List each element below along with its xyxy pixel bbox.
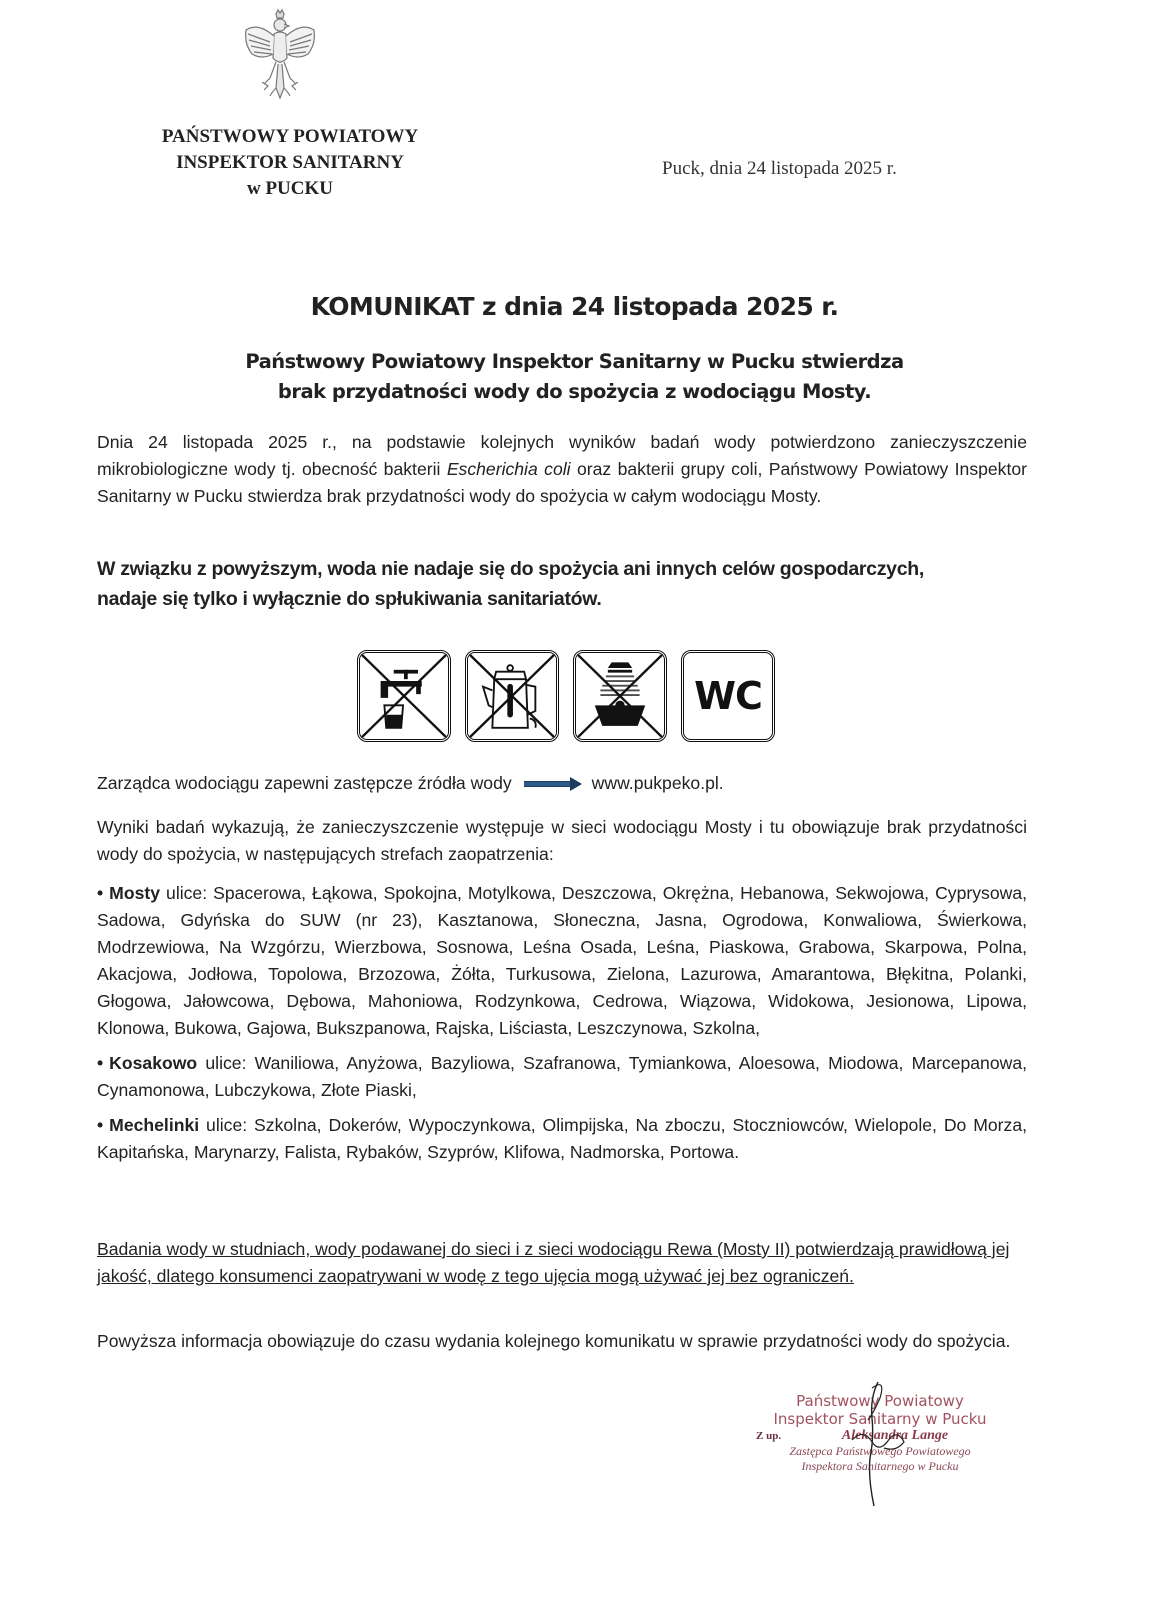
zone-name: Kosakowo — [109, 1053, 198, 1073]
zone-name: Mosty — [109, 883, 161, 903]
authority-line: INSPEKTOR SANITARNY — [176, 152, 404, 173]
authority-line: PAŃSTWOWY POWIATOWY — [161, 126, 419, 147]
affected-zones-list — [97, 872, 1027, 1166]
authority-line: w PUCKU — [246, 178, 334, 199]
validity-paragraph: Powyższa informacja obowiązuje do czasu wydania kolejnego komunikatu w sprawie przydatności wody do spożycia. — [97, 1331, 1011, 1351]
signatory-role: Inspektora Sanitarnego w Pucku — [801, 1459, 959, 1473]
document-title: KOMUNIKAT z dnia 24 listopada 2025 r. — [310, 292, 839, 321]
warning-line: nadaje się tylko i wyłącznie do spłukiwania sanitariatów. — [97, 588, 602, 610]
zone-streets: ulice: Spacerowa, Łąkowa, Spokojna, Motylkowa, Deszczowa, Okrężna, Hebanowa, Sekwojowa, Cyprysowa, Sadowa, Gdyńska do SUW (nr 23), Kasztanowa, Słoneczna, Jasna, Ogrodowa, Konwaliowa, Świerkowa, Modrzewiowa, Na Wzgórzu, Wierzbowa, Sosnowa, Leśna Osada, Leśna, Piaskowa, Grabowa, Skarpowa, Polna, Akacjowa, Jodłowa, Topolowa, Brzozowa, Żółta, Turkusowa, Zielona, Lazurowa, Amarantowa, Błękitna, Polanki, Głogowa, Jałowcowa, Dębowa, Mahoniowa, Rodzynkowa, Cedrowa, Wiązowa, Widokowa, Jesionowa, Lipowa, Klonowa, Bukowa, Gajowa, Bukszpanowa, Rajska, Liściasta, Leszczynowa, Szkolna, — [97, 883, 1027, 1038]
replacement-water-notice — [97, 770, 1027, 797]
wc-allowed-icon — [681, 650, 775, 742]
stamp-line: Inspektor Sanitarny w Pucku — [773, 1410, 987, 1428]
results-paragraph: Wyniki badań wykazują, że zanieczyszczenie występuje w sieci wodociągu Mosty i tu obowiązuje brak przydatności wody do spożycia, w następujących strefach zaopatrzenia: — [97, 817, 1027, 864]
warning-line: W związku z powyższym, woda nie nadaje się do spożycia ani innych celów gospodarczych, — [97, 558, 924, 580]
bullet-icon: • — [97, 1053, 104, 1073]
bullet-icon: • — [97, 1115, 104, 1135]
no-cooking-kettle-icon — [465, 650, 559, 742]
arrow-right-icon — [524, 778, 582, 790]
handwritten-signature-icon — [800, 1378, 920, 1508]
place-date: Puck, dnia 24 listopada 2025 r. — [662, 158, 897, 179]
rewa-quality-note: Badania wody w studniach, wody podawanej do sieci i z sieci wodociągu Rewa (Mosty II) potwierdzają prawidłową jej jakość, dlatego konsumenci zaopatrywani w wodę z tego ujęcia mogą używać jej bez ograniczeń. — [97, 1239, 1010, 1286]
pictogram-row — [357, 650, 775, 742]
zone-item-mechelinki — [97, 1112, 1027, 1166]
zone-item-kosakowo — [97, 1050, 1027, 1104]
intro-text: Dnia 24 listopada 2025 r., na podstawie kolejnych wyników badań wody potwierdzono zanieczyszczenie mikrobiologiczne wody tj. obecność bakterii — [97, 432, 1027, 479]
no-drinking-tap-icon — [357, 650, 451, 742]
zone-streets: ulice: Szkolna, Dokerów, Wypoczynkowa, Olimpijska, Na zboczu, Stoczniowców, Wielopole, Do Morza, Kapitańska, Marynarzy, Falista, Rybaków, Szyprów, Klifowa, Nadmorska, Portowa. — [97, 1115, 1027, 1162]
bacteria-name: Escherichia coli — [446, 459, 571, 479]
issuing-authority — [110, 124, 470, 202]
polish-eagle-emblem-icon — [240, 8, 320, 103]
intro-text: oraz bakterii grupy coli, Państwowy Powiatowy Inspektor Sanitarny w Pucku stwierdza brak przydatności wody do spożycia w całym wodociągu Mosty. — [97, 459, 1028, 506]
supplier-website-link[interactable]: www.pukpeko.pl. — [591, 773, 724, 793]
no-washing-shower-icon — [573, 650, 667, 742]
intro-paragraph — [97, 429, 1027, 510]
zone-name: Mechelinki — [109, 1115, 200, 1135]
wc-label: WC — [694, 674, 762, 718]
stamp-line: Państwowy Powiatowy — [796, 1392, 964, 1410]
bullet-icon: • — [97, 883, 104, 903]
usage-warning — [97, 554, 1027, 614]
zone-item-mosty — [97, 880, 1027, 1042]
supplier-text: Zarządca wodociągu zapewni zastępcze źródła wody — [97, 773, 512, 793]
signatory-name: Aleksandra Lange — [841, 1428, 949, 1443]
stamp-zup: Z up. — [756, 1430, 782, 1442]
signatory-role: Zastępca Państwowego Powiatowego — [789, 1444, 971, 1458]
subtitle-line: brak przydatności wody do spożycia z wodociągu Mosty. — [277, 380, 872, 403]
zone-streets: ulice: Waniliowa, Anyżowa, Bazyliowa, Szafranowa, Tymiankowa, Aloesowa, Miodowa, Marcepanowa, Cynamonowa, Lubczykowa, Złote Piaski, — [97, 1053, 1027, 1100]
subtitle-line: Państwowy Powiatowy Inspektor Sanitarny w Pucku stwierdza — [245, 350, 904, 373]
document-subtitle — [0, 347, 1149, 407]
